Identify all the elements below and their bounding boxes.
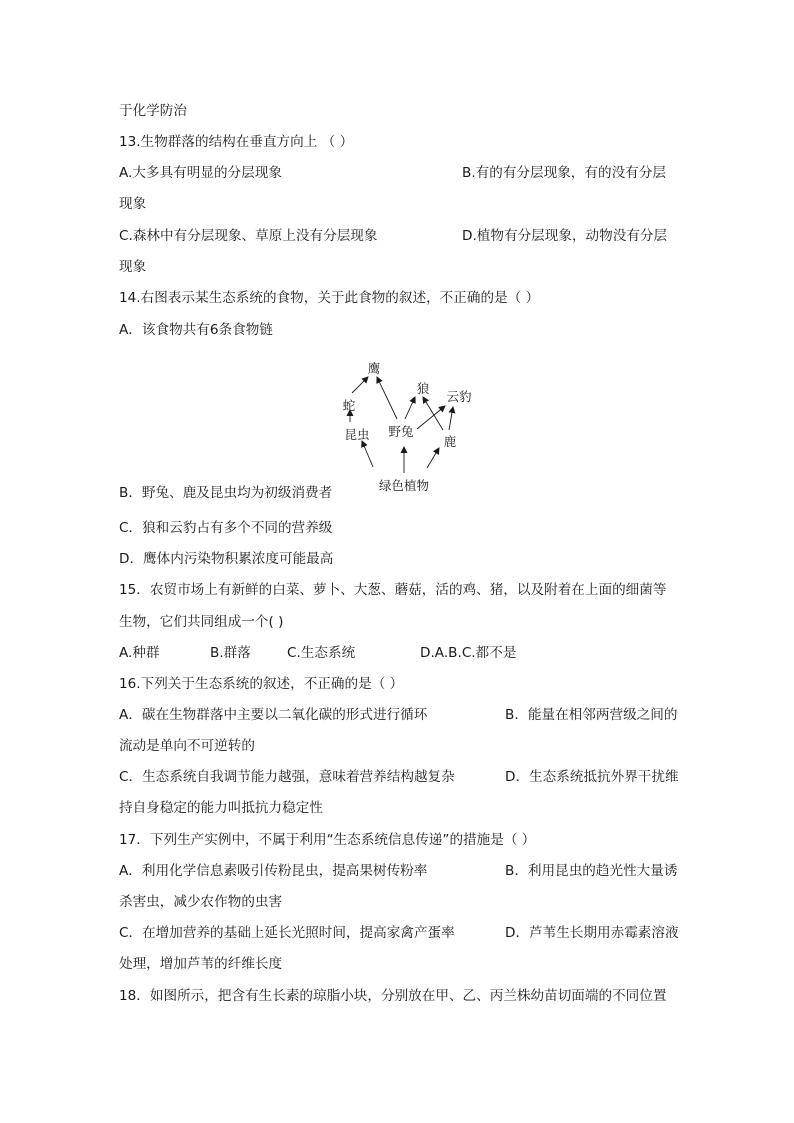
- q14-option-a: A．该食物共有6条食物链: [119, 322, 273, 338]
- arrow-snake-eagle: [352, 377, 368, 393]
- arrow-deer-wolf: [423, 397, 443, 430]
- q17-option-c: C．在增加营养的基础上延长光照时间，提高家禽产蛋率: [119, 925, 455, 941]
- q13-option-b-cont: 现象: [119, 196, 147, 212]
- q15-option-a: A.种群: [119, 645, 160, 661]
- q14-stem: 14.右图表示某生态系统的食物，关于此食物的叙述，不正确的是（ ）: [119, 290, 540, 306]
- q14-option-b: B．野兔、鹿及昆虫均为初级消费者: [119, 485, 333, 501]
- q16-option-b-cont: 流动是单向不可逆转的: [119, 738, 255, 754]
- arrow-deer-leopard: [449, 407, 453, 430]
- node-deer: 鹿: [443, 434, 457, 449]
- node-insect: 昆虫: [344, 427, 370, 442]
- q16-stem: 16.下列关于生态系统的叙述，不正确的是（ ）: [119, 676, 404, 692]
- q18-stem: 18．如图所示，把含有生长素的琼脂小块，分别放在甲、乙、丙兰株幼苗切面端的不同位置: [119, 988, 667, 1004]
- arrow-rabbit-eagle: [377, 377, 397, 419]
- node-wolf: 狼: [416, 381, 430, 396]
- food-web-diagram: [335, 355, 485, 500]
- q16-option-d-cont: 持自身稳定的能力叫抵抗力稳定性: [119, 800, 323, 816]
- arrow-plants-deer: [427, 448, 439, 468]
- q17-option-d: D．芦苇生长期用赤霉素溶液: [505, 925, 679, 941]
- node-leopard: 云豹: [446, 389, 472, 404]
- q14-option-d: D．鹰体内污染物积累浓度可能最高: [119, 551, 334, 567]
- q13-stem: 13.生物群落的结构在垂直方向上 （ ）: [119, 134, 354, 150]
- q17-option-b-cont: 杀害虫，减少农作物的虫害: [119, 894, 283, 910]
- q17-option-d-cont: 处理，增加芦苇的纤维长度: [119, 956, 283, 972]
- q13-option-d-cont: 现象: [119, 259, 147, 275]
- q15-option-c: C.生态系统: [287, 645, 356, 661]
- arrow-rabbit-wolf: [405, 397, 415, 419]
- node-eagle: 鹰: [367, 361, 381, 376]
- q13-option-b: B.有的有分层现象，有的没有分层: [462, 165, 666, 181]
- node-plants: 绿色植物: [378, 478, 430, 493]
- q17-option-a: A．利用化学信息素吸引传粉昆虫，提高果树传粉率: [119, 863, 428, 879]
- q14-option-c: C．狼和云豹占有多个不同的营养级: [119, 520, 333, 536]
- arrow-plants-insect: [362, 441, 373, 467]
- q16-option-b: B．能量在相邻两营级之间的: [505, 707, 678, 723]
- q15-option-d: D.A.B.C.都不是: [420, 645, 517, 661]
- q16-option-c: C．生态系统自我调节能力越强，意味着营养结构越复杂: [119, 769, 455, 785]
- q16-option-a: A．碳在生物群落中主要以二氧化碳的形式进行循环: [119, 707, 428, 723]
- line-prev-end: 于化学防治: [119, 103, 187, 119]
- q17-stem: 17．下列生产实例中，不属于利用“生态系统信息传递”的措施是（ ）: [119, 832, 536, 848]
- q15-stem: 15．农贸市场上有新鲜的白菜、萝卜、大葱、蘑菇，活的鸡、猪，以及附着在上面的细菌等: [119, 582, 667, 598]
- q13-option-d: D.植物有分层现象，动物没有分层: [462, 228, 668, 244]
- q15-option-b: B.群落: [210, 645, 251, 661]
- q13-option-a: A.大多具有明显的分层现象: [119, 165, 282, 181]
- node-rabbit: 野兔: [388, 424, 414, 439]
- q15-stem-cont: 生物，它们共同组成一个( ): [119, 614, 284, 630]
- q13-option-c: C.森林中有分层现象、草原上没有分层现象: [119, 228, 378, 244]
- q17-option-b: B．利用昆虫的趋光性大量诱: [505, 863, 678, 879]
- q16-option-d: D．生态系统抵抗外界干扰维: [505, 769, 679, 785]
- node-snake: 蛇: [342, 398, 356, 413]
